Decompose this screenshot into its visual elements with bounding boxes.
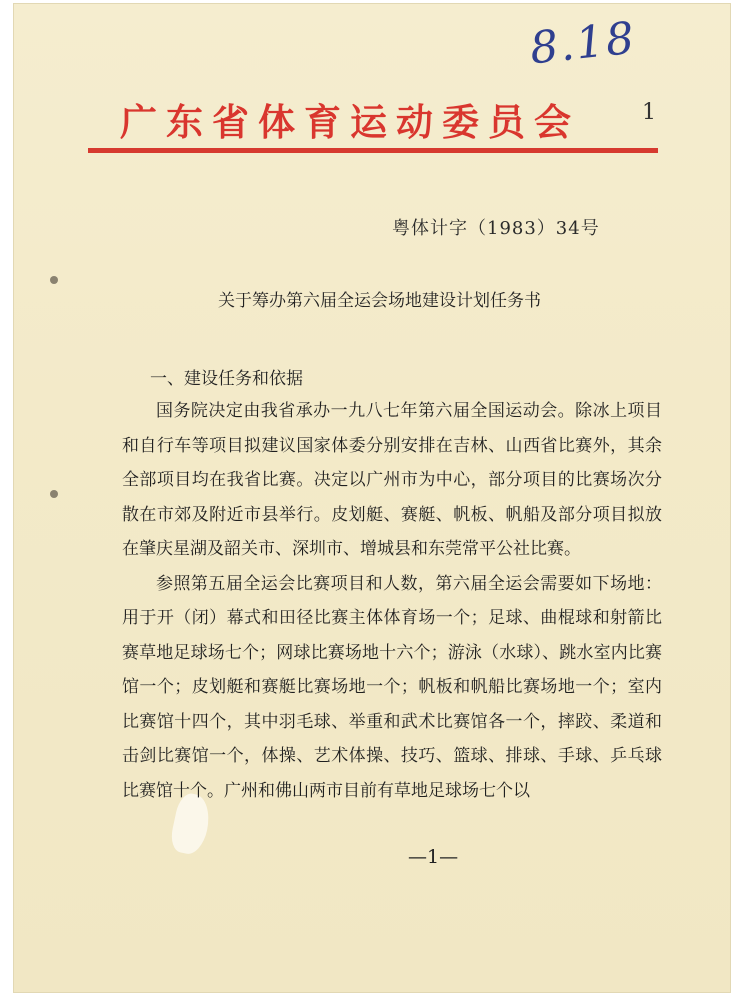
punch-hole <box>50 276 58 284</box>
page-mark: 1 <box>642 100 656 125</box>
section-heading: 一、建设任务和依据 <box>150 369 303 389</box>
body-text <box>122 394 662 808</box>
letterhead-rule <box>88 148 658 153</box>
punch-hole <box>50 490 58 498</box>
document-title: 关于筹办第六届全运会场地建设计划任务书 <box>218 291 541 311</box>
handwritten-note: 8.18 <box>527 12 639 75</box>
document-number: 粤体计字（1983）34号 <box>392 218 600 239</box>
paragraph: 参照第五届全运会比赛项目和人数，第六届全运会需要如下场地：用于开（闭）幕式和田径比赛主体体育场一个；足球、曲棍球和射箭比赛草地足球场七个；网球比赛场地十六个；游泳（水球）、跳水室内比赛馆一个；皮划艇和赛艇比赛场地一个；帆板和帆船比赛场地一个；室内比赛馆十四个，其中羽毛球、举重和武术比赛馆各一个，摔跤、柔道和击剑比赛馆一个，体操、艺术体操、技巧、篮球、排球、手球、乒乓球比赛馆十个。广州和佛山两市目前有草地足球场七个以 <box>122 573 662 801</box>
page-number: —1— <box>408 846 459 868</box>
letterhead: 广东省体育运动委员会 <box>120 100 580 144</box>
paragraph: 国务院决定由我省承办一九八七年第六届全国运动会。除冰上项目和自行车等项目拟建议国家体委分别安排在吉林、山西省比赛外，其余全部项目均在我省比赛。决定以广州市为中心，部分项目的比赛场次分散在市郊及附近市县举行。皮划艇、赛艇、帆板、帆船及部分项目拟放在肇庆星湖及韶关市、深圳市、增城县和东莞常平公社比赛。 <box>122 401 662 559</box>
